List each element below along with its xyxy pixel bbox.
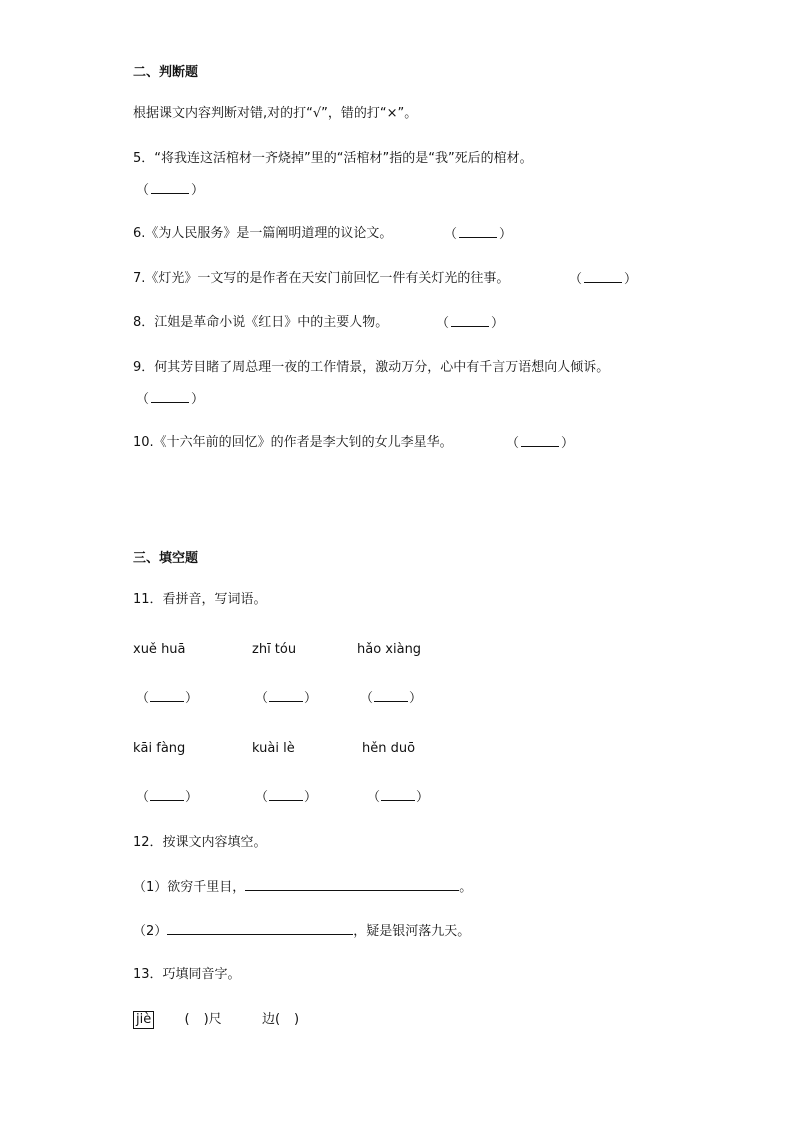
answer-line: [269, 689, 303, 702]
answer-line: [151, 390, 189, 403]
paren-close: ）: [191, 392, 205, 407]
answer-line: [151, 181, 189, 194]
homophone-item-2-close: ): [294, 1012, 300, 1027]
pinyin-1: xuě huā: [133, 642, 186, 657]
paren-open: （: [569, 272, 583, 287]
question-12-1-suffix: 。: [459, 880, 473, 895]
answer-line: [459, 225, 497, 238]
paren-close: ）: [561, 436, 575, 451]
pinyin-3: hǎo xiàng: [357, 642, 422, 657]
poem-line-blank-2[interactable]: [167, 922, 353, 935]
question-12-1: [133, 878, 472, 897]
paren-close: ）: [624, 272, 638, 287]
question-10-answer-blank[interactable]: [506, 434, 574, 453]
word-answer-blank-1[interactable]: [136, 689, 198, 708]
pinyin-4: kāi fàng: [133, 741, 186, 756]
section-title-judgment: 二、判断题: [133, 65, 199, 80]
word-answer-blank-3[interactable]: [360, 689, 422, 708]
judgment-instruction: 根据课文内容判断对错,对的打“√”，错的打“×”。: [133, 106, 418, 121]
answer-line: [521, 434, 559, 447]
question-5-answer-blank[interactable]: [136, 181, 204, 200]
paren-open: （: [136, 183, 150, 198]
paren-open: （: [136, 790, 150, 805]
answer-line: [381, 788, 415, 801]
answer-line: [584, 270, 622, 283]
paren-close: ）: [409, 691, 423, 706]
paren-open: （: [255, 691, 269, 706]
answer-line: [150, 788, 184, 801]
paren-close: ）: [304, 691, 318, 706]
question-13-text: 13．巧填同音字。: [133, 967, 241, 982]
question-7-answer-blank[interactable]: [569, 270, 637, 289]
homophone-blank-1-close: )尺: [203, 1012, 222, 1027]
paren-close: ）: [191, 183, 205, 198]
homophone-blank-1-open: (: [184, 1012, 190, 1027]
question-12-2: [133, 922, 470, 941]
word-answer-blank-5[interactable]: [255, 788, 317, 807]
question-10-text: 10.《十六年前的回忆》的作者是李大钊的女儿李星华。: [133, 435, 453, 450]
word-answer-blank-4[interactable]: [136, 788, 198, 807]
question-6-text: 6.《为人民服务》是一篇阐明道理的议论文。: [133, 226, 393, 241]
paren-open: （: [136, 691, 150, 706]
paren-close: ）: [185, 691, 199, 706]
question-12-2-prefix: （2）: [133, 924, 168, 939]
question-6-answer-blank[interactable]: [444, 225, 512, 244]
question-9-answer-blank[interactable]: [136, 390, 204, 409]
question-12-2-suffix: ，疑是银河落九天。: [353, 924, 471, 939]
question-7-text: 7.《灯光》一文写的是作者在天安门前回忆一件有关灯光的往事。: [133, 271, 510, 286]
paren-open: （: [360, 691, 374, 706]
question-8-text: 8．江姐是革命小说《红日》中的主要人物。: [133, 315, 389, 330]
paren-open: （: [444, 227, 458, 242]
poem-line-blank-1[interactable]: [245, 878, 459, 891]
question-13-items: [133, 1011, 299, 1029]
word-answer-blank-6[interactable]: [367, 788, 429, 807]
paren-close: ）: [185, 790, 199, 805]
question-11-text: 11．看拼音，写词语。: [133, 592, 267, 607]
question-9-text: 9．何其芳目睹了周总理一夜的工作情景，激动万分，心中有千言万语想向人倾诉。: [133, 360, 610, 375]
question-8-answer-blank[interactable]: [436, 314, 504, 333]
answer-line: [374, 689, 408, 702]
question-12-1-prefix: （1）欲穷千里目，: [133, 880, 246, 895]
paren-close: ）: [491, 316, 505, 331]
paren-open: （: [255, 790, 269, 805]
paren-close: ）: [304, 790, 318, 805]
word-answer-blank-2[interactable]: [255, 689, 317, 708]
answer-line: [269, 788, 303, 801]
question-12-text: 12．按课文内容填空。: [133, 835, 267, 850]
paren-open: （: [136, 392, 150, 407]
pinyin-2: zhī tóu: [252, 642, 297, 657]
answer-line: [150, 689, 184, 702]
paren-open: （: [506, 436, 520, 451]
pinyin-box: jiè: [133, 1011, 154, 1029]
paren-close: ）: [416, 790, 430, 805]
homophone-item-2: 边(: [261, 1012, 281, 1027]
pinyin-5: kuài lè: [252, 741, 295, 756]
paren-open: （: [367, 790, 381, 805]
section-title-fill-in: 三、填空题: [133, 551, 199, 566]
paren-open: （: [436, 316, 450, 331]
answer-line: [451, 314, 489, 327]
question-5-text: 5．“将我连这活棺材一齐烧掉”里的“活棺材”指的是“我”死后的棺材。: [133, 151, 533, 166]
question-6: [133, 225, 392, 243]
paren-close: ）: [499, 227, 513, 242]
pinyin-6: hěn duō: [362, 741, 416, 756]
